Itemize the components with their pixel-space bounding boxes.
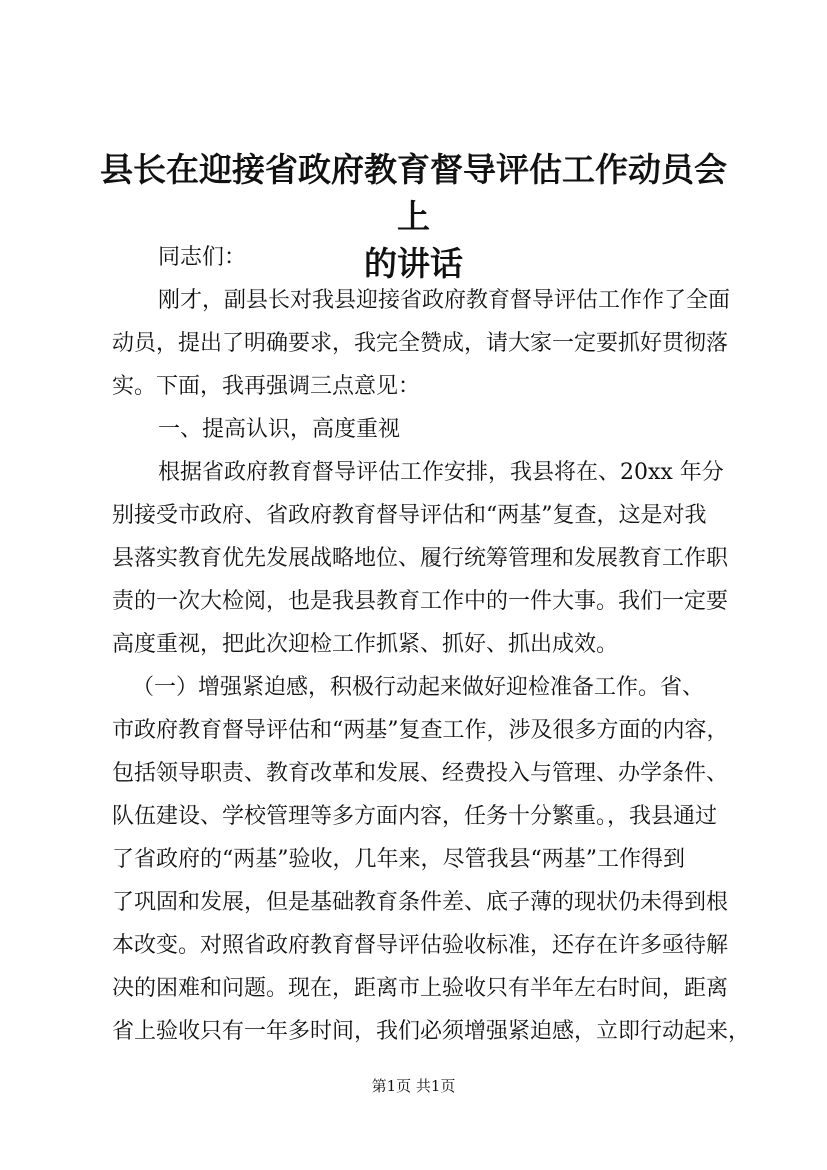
paragraph-line: 队伍建设、学校管理等多方面内容，任务十分繁重。，我县通过 (112, 804, 718, 829)
section-heading: 一、提高认识，高度重视 (158, 417, 401, 442)
paragraph-line: 市政府教育督导评估和“两基”复查工作，涉及很多方面的内容， (112, 718, 729, 743)
paragraph-line: 高度重视，把此次迎检工作抓紧、抓好、抓出成效。 (112, 632, 619, 657)
paragraph-line: 县落实教育优先发展战略地位、履行统筹管理和发展教育工作职 (112, 546, 729, 571)
document-body (112, 236, 752, 1053)
subsection-heading-line: （一）增强紧迫感，积极行动起来做好迎检准备工作。省、 (132, 675, 705, 700)
paragraph-line: 省上验收只有一年多时间，我们必须增强紧迫感，立即行动起来， (112, 1019, 751, 1044)
title-line-2: 的讲话 (364, 244, 463, 283)
paragraph-line: 了巩固和发展，但是基础教育条件差、底子薄的现状仍未得到根 (112, 890, 729, 915)
paragraph-line: 刚才，副县长对我县迎接省政府教育督导评估工作作了全面 (158, 288, 731, 313)
page-footer: 第1页 共1页 (371, 1077, 456, 1095)
paragraph-line: 责的一次大检阅，也是我县教育工作中的一件大事。我们一定要 (112, 589, 729, 614)
paragraph-line: 包括领导职责、教育改革和发展、经费投入与管理、办学条件、 (112, 761, 729, 786)
paragraph-line: 决的困难和问题。现在，距离市上验收只有半年左右时间，距离 (112, 976, 729, 1001)
paragraph-line: 动员，提出了明确要求，我完全赞成，请大家一定要抓好贯彻落 (112, 331, 729, 356)
paragraph-line: 本改变。对照省政府教育督导评估验收标准，还存在许多亟待解 (112, 933, 729, 958)
title-line-1: 县长在迎接省政府教育督导评估工作动员会上 (100, 150, 727, 236)
salutation: 同志们： (158, 245, 247, 270)
paragraph-line: 别接受市政府、省政府教育督导评估和“两基”复查，这是对我 (112, 503, 707, 528)
paragraph-line: 实。下面，我再强调三点意见： (112, 374, 421, 399)
paragraph-line: 根据省政府教育督导评估工作安排，我县将在、20xx 年分 (158, 460, 724, 485)
paragraph-line: 了省政府的“两基”验收，几年来，尽管我县“两基”工作得到 (112, 847, 685, 872)
